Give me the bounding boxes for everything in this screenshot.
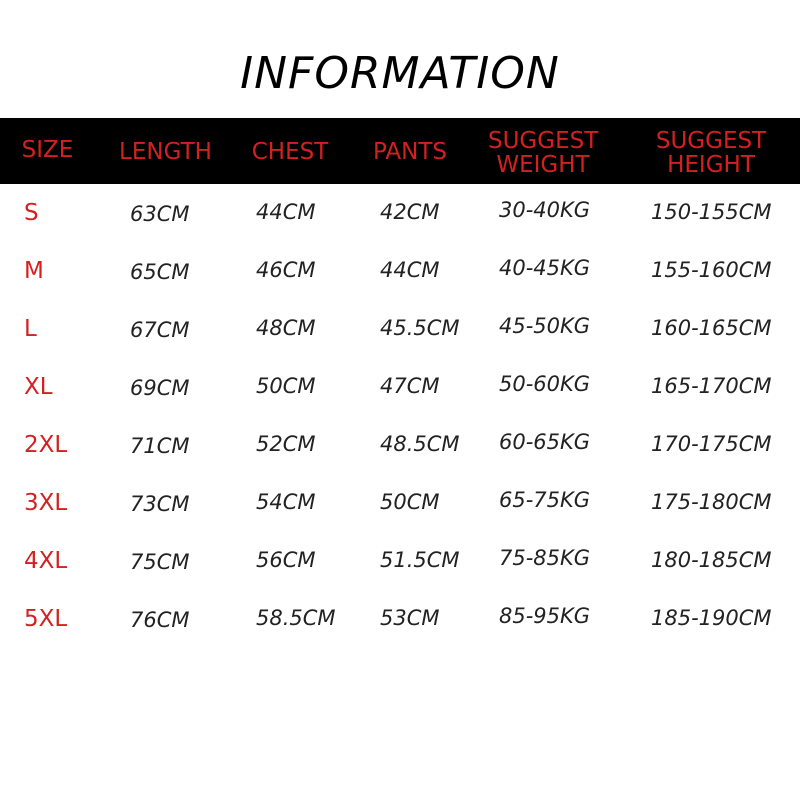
height-cell: 165-170CM: [651, 374, 772, 398]
size-cell: M: [24, 258, 44, 284]
header-height-line2: HEIGHT: [667, 152, 755, 178]
length-cell: 73CM: [130, 492, 190, 516]
length-cell: 67CM: [130, 318, 190, 342]
length-cell: 69CM: [130, 376, 190, 400]
length-cell: 71CM: [130, 434, 190, 458]
header-suggest-height: [655, 129, 767, 177]
height-cell: 160-165CM: [651, 316, 772, 340]
size-cell: 3XL: [24, 490, 68, 516]
weight-cell: 40-45KG: [499, 256, 591, 280]
length-cell: 65CM: [130, 260, 190, 284]
height-cell: 175-180CM: [651, 490, 772, 514]
weight-cell: 30-40KG: [499, 198, 591, 222]
chest-cell: 52CM: [256, 432, 316, 456]
chest-cell: 46CM: [256, 258, 316, 282]
header-size: SIZE: [21, 137, 74, 163]
height-cell: 185-190CM: [651, 606, 772, 630]
weight-cell: 75-85KG: [499, 546, 591, 570]
weight-cell: 45-50KG: [499, 314, 591, 338]
chest-cell: 54CM: [256, 490, 316, 514]
length-cell: 76CM: [130, 608, 190, 632]
page-title: INFORMATION: [240, 48, 560, 99]
chest-cell: 58.5CM: [256, 606, 336, 630]
size-cell: S: [24, 200, 39, 226]
weight-cell: 85-95KG: [499, 604, 591, 628]
size-cell: L: [24, 316, 37, 342]
pants-cell: 48.5CM: [380, 432, 460, 456]
size-cell: XL: [24, 374, 53, 400]
chest-cell: 56CM: [256, 548, 316, 572]
length-cell: 75CM: [130, 550, 190, 574]
size-cell: 5XL: [24, 606, 68, 632]
table-header: [0, 118, 800, 184]
height-cell: 150-155CM: [651, 200, 772, 224]
size-cell: 2XL: [24, 432, 68, 458]
chest-cell: 44CM: [256, 200, 316, 224]
chest-cell: 50CM: [256, 374, 316, 398]
pants-cell: 51.5CM: [380, 548, 460, 572]
height-cell: 180-185CM: [651, 548, 772, 572]
pants-cell: 45.5CM: [380, 316, 460, 340]
pants-cell: 44CM: [380, 258, 440, 282]
header-height-line1: SUGGEST: [655, 128, 767, 154]
chest-cell: 48CM: [256, 316, 316, 340]
height-cell: 155-160CM: [651, 258, 772, 282]
header-suggest-weight: [488, 129, 598, 177]
height-cell: 170-175CM: [651, 432, 772, 456]
header-weight-line2: WEIGHT: [496, 152, 590, 178]
header-length: LENGTH: [119, 139, 212, 165]
weight-cell: 65-75KG: [499, 488, 591, 512]
header-weight-line1: SUGGEST: [488, 128, 599, 154]
header-chest: CHEST: [251, 139, 329, 165]
weight-cell: 50-60KG: [499, 372, 591, 396]
length-cell: 63CM: [130, 202, 190, 226]
pants-cell: 47CM: [380, 374, 440, 398]
weight-cell: 60-65KG: [499, 430, 591, 454]
pants-cell: 42CM: [380, 200, 440, 224]
size-cell: 4XL: [24, 548, 68, 574]
pants-cell: 50CM: [380, 490, 440, 514]
pants-cell: 53CM: [380, 606, 440, 630]
header-pants: PANTS: [373, 139, 447, 165]
